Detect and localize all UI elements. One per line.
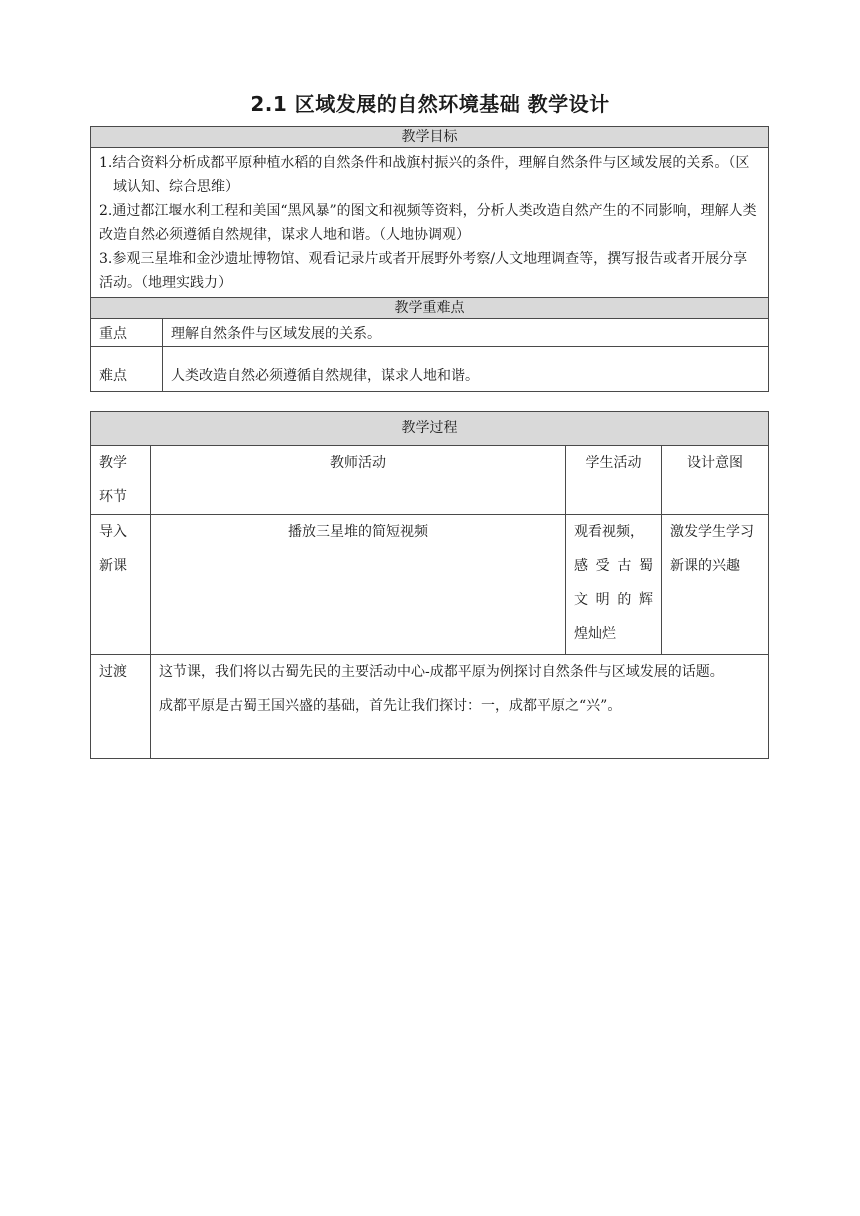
student-activity-cell: 观看视频， 感受古蜀 文明的辉 煌灿烂 [566,515,662,655]
goal-item: 3.参观三星堆和金沙遗址博物馆、观看记录片或者开展野外考察/人文地理调查等，撰写报告或者开展分享活动。（地理实践力） [99,251,748,291]
transition-paragraph: 这节课，我们将以古蜀先民的主要活动中心-成都平原为例探讨自然条件与区域发展的话题。 [159,664,724,680]
goal-item: 1.结合资料分析成都平原种植水稻的自然条件和战旗村振兴的条件，理解自然条件与区域发展的关系。（区域认知、综合思维） [99,155,750,195]
process-header: 教学过程 [91,412,769,446]
table-row [91,655,769,759]
key-point-text: 理解自然条件与区域发展的关系。 [163,319,769,347]
teacher-activity-cell: 播放三星堆的简短视频 [151,515,566,655]
table-row [91,515,769,655]
difficulty-text: 人类改造自然必须遵循自然规律，谋求人地和谐。 [163,347,769,392]
key-point-label: 重点 [91,319,163,347]
col-stage-header: 教学 环节 [91,446,151,515]
stage-cell: 过渡 [91,655,151,759]
key-points-header: 教学重难点 [91,298,769,319]
document-title: 2.1 区域发展的自然环境基础 教学设计 [250,92,610,116]
goals-header: 教学目标 [91,127,769,148]
goal-item: 2.通过都江堰水利工程和美国“黑风暴”的图文和视频等资料，分析人类改造自然产生的不同影响，理解人类改造自然必须遵循自然规律，谋求人地和谐。（人地协调观） [99,203,757,243]
transition-text-cell [151,655,769,759]
process-table [90,411,769,759]
col-student-header: 学生活动 [566,446,662,515]
difficulty-label: 难点 [91,347,163,392]
goals-list [91,148,769,298]
transition-paragraph: 成都平原是古蜀王国兴盛的基础，首先让我们探讨：一，成都平原之“兴”。 [159,698,622,714]
col-intent-header: 设计意图 [662,446,769,515]
goals-table [90,126,769,392]
stage-cell: 导入 新课 [91,515,151,655]
col-teacher-header: 教师活动 [151,446,566,515]
design-intent-cell: 激发学生学习新课的兴趣 [662,515,769,655]
